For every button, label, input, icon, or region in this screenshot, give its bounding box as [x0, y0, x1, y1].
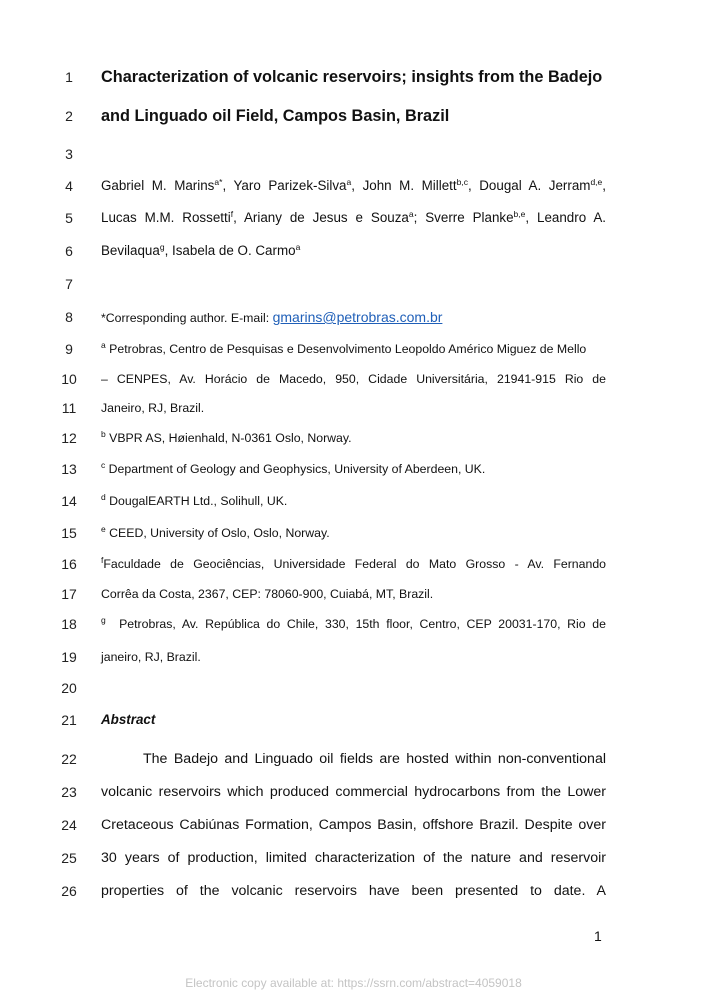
- author-affiliation-mark: a: [408, 209, 414, 219]
- corresponding-author: [101, 308, 606, 327]
- ssrn-footer: Electronic copy available at: https://ssrn.com/abstract=4059018: [185, 976, 522, 990]
- author-affiliation-mark: g: [159, 242, 165, 252]
- line-number: 4: [65, 178, 73, 194]
- line-number: 20: [61, 680, 77, 696]
- affiliation-text: Department of Geology and Geophysics, University of Aberdeen, UK.: [108, 462, 486, 476]
- author-line-2: Lucas M.M. Rossetti$^f$, Ariany de Jesus e Souza$^a$; Sverre Planke$^{b,e}$, Leandro A.: [101, 209, 606, 225]
- line-number: 13: [61, 461, 77, 477]
- affiliation-mark: a: [101, 340, 106, 350]
- affiliation-a-line-3: Janeiro, RJ, Brazil.: [101, 401, 205, 415]
- abstract-line-5: properties of the volcanic reservoirs have been presented to date. A: [101, 883, 606, 899]
- affiliation-mark: f: [101, 555, 104, 565]
- line-number: 16: [61, 556, 77, 572]
- line-number: 15: [61, 525, 77, 541]
- paper-title-line-1: Characterization of volcanic reservoirs; insights from the Badejo: [101, 68, 603, 86]
- line-number: 19: [61, 649, 77, 665]
- author-affiliation-mark: b,c: [456, 177, 468, 187]
- line-number: 10: [61, 371, 77, 387]
- affiliation-mark: g: [101, 615, 106, 625]
- affiliation-a-line-2: – CENPES, Av. Horácio de Macedo, 950, Cidade Universitária, 21941-915 Rio de: [101, 372, 606, 386]
- author-name: Gabriel M. Marins: [101, 178, 215, 193]
- abstract-line-2: volcanic reservoirs which produced commercial hydrocarbons from the Lower: [101, 784, 606, 800]
- affiliation-text: DougalEARTH Ltd., Solihull, UK.: [109, 494, 288, 508]
- affiliation-a-line-1: [101, 340, 606, 358]
- author-name: Ariany de Jesus e Souza: [243, 210, 409, 225]
- affiliation-g-line-2: janeiro, RJ, Brazil.: [101, 650, 201, 664]
- affiliation-text: Faculdade de Geociências, Universidade Federal do Mato Grosso - Av. Fernando: [103, 557, 606, 571]
- affiliation-mark: b: [101, 429, 106, 439]
- author-line-1: Gabriel M. Marins$^{a*}$, Yaro Parizek-Silva$^a$, John M. Millett$^{b,c}$, Dougal A. Jerram$^{d,e}$,: [101, 177, 606, 193]
- affiliation-c: [101, 460, 606, 478]
- author-name: Bevilaqua: [101, 243, 160, 258]
- author-affiliation-mark: a*: [214, 177, 223, 187]
- line-number: 23: [61, 784, 77, 800]
- line-number: 21: [61, 712, 77, 728]
- line-number: 8: [65, 309, 73, 325]
- abstract-line-1: The Badejo and Linguado oil fields are hosted within non-conventional: [143, 751, 606, 767]
- author-name: John M. Millett: [362, 178, 457, 193]
- affiliation-d: [101, 492, 606, 510]
- line-number: 12: [61, 430, 77, 446]
- line-number: 14: [61, 493, 77, 509]
- author-affiliation-mark: b,e: [513, 209, 526, 219]
- affiliation-text: VBPR AS, Høienhald, N-0361 Oslo, Norway.: [109, 431, 352, 445]
- author-affiliation-mark: a: [346, 177, 352, 187]
- line-number: 2: [65, 108, 73, 124]
- line-number: 9: [65, 341, 73, 357]
- email-link[interactable]: gmarins@petrobras.com.br: [272, 309, 443, 325]
- author-name: Lucas M.M. Rossetti: [101, 210, 231, 225]
- author-name: Isabela de O. Carmo: [172, 243, 296, 258]
- affiliation-mark: d: [101, 492, 106, 502]
- affiliation-f-line-2: Corrêa da Costa, 2367, CEP: 78060-900, Cuiabá, MT, Brazil.: [101, 587, 434, 601]
- line-number: 5: [65, 210, 73, 226]
- author-name: Leandro A.: [537, 210, 606, 225]
- abstract-heading: Abstract: [101, 712, 156, 727]
- line-number: 18: [61, 616, 77, 632]
- line-number: 22: [61, 751, 77, 767]
- abstract-line-4: 30 years of production, limited characterization of the nature and reservoir: [101, 850, 606, 866]
- affiliation-text: CEED, University of Oslo, Oslo, Norway.: [109, 526, 330, 540]
- line-number: 11: [61, 400, 77, 416]
- paper-title-line-2: and Linguado oil Field, Campos Basin, Brazil: [101, 107, 450, 125]
- affiliation-mark: e: [101, 524, 106, 534]
- author-affiliation-mark: f: [230, 209, 234, 219]
- line-number: 26: [61, 883, 77, 899]
- corresponding-label: *Corresponding author. E-mail:: [101, 311, 270, 325]
- line-number: 1: [65, 69, 73, 85]
- author-name: Sverre Planke: [425, 210, 514, 225]
- line-number: 17: [61, 586, 77, 602]
- line-number: 25: [61, 850, 77, 866]
- page-number: 1: [594, 928, 602, 944]
- affiliation-text: Petrobras, Centro de Pesquisas e Desenvolvimento Leopoldo Américo Miguez de Mello: [109, 342, 587, 356]
- affiliation-e: [101, 524, 606, 542]
- affiliation-g-line-1: [101, 615, 606, 633]
- line-number: 7: [65, 276, 73, 292]
- affiliation-text: Petrobras, Av. República do Chile, 330, 15th floor, Centro, CEP 20031-170, Rio de: [119, 617, 606, 631]
- affiliation-f-line-1: [101, 555, 606, 573]
- line-number: 3: [65, 146, 73, 162]
- author-line-3: Bevilaqua$^g$, Isabela de O. Carmo$^a$: [101, 242, 301, 258]
- author-affiliation-mark: d,e: [590, 177, 603, 187]
- author-name: Dougal A. Jerram: [479, 178, 591, 193]
- line-number: 24: [61, 817, 77, 833]
- affiliation-b: [101, 429, 606, 447]
- abstract-line-3: Cretaceous Cabiúnas Formation, Campos Basin, offshore Brazil. Despite over: [101, 817, 606, 833]
- affiliation-mark: c: [101, 460, 106, 470]
- line-number: 6: [65, 243, 73, 259]
- author-affiliation-mark: a: [295, 242, 301, 252]
- author-name: Yaro Parizek-Silva: [233, 178, 347, 193]
